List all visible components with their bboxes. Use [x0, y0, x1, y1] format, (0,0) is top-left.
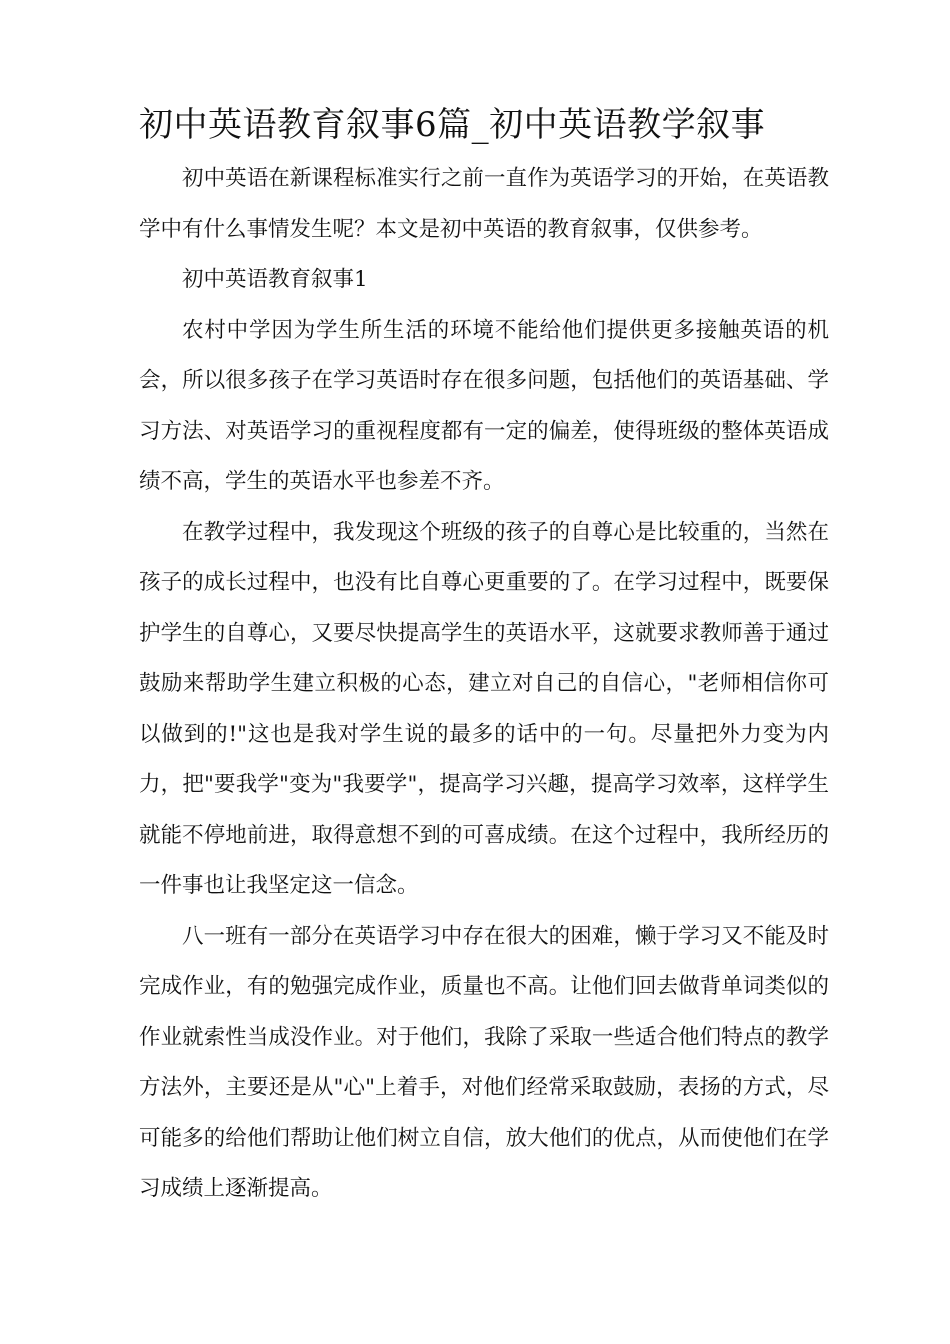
- document-title: 初中英语教育叙事6篇_初中英语教学叙事: [139, 105, 766, 145]
- body-paragraph: 农村中学因为学生所生活的环境不能给他们提供更多接触英语的机会，所以很多孩子在学习英语时存在很多问题，包括他们的英语基础、学习方法、对英语学习的重视程度都有一定的偏差，使得班级的整体英语成绩不高，学生的英语水平也参差不齐。: [139, 317, 829, 494]
- section-heading: 初中英语教育叙事1: [182, 267, 368, 292]
- document-page: [139, 98, 829, 1215]
- body-paragraph: 八一班有一部分在英语学习中存在很大的困难，懒于学习又不能及时完成作业，有的勉强完成作业，质量也不高。让他们回去做背单词类似的作业就索性当成没作业。对于他们，我除了采取一些适合他们特点的教学方法外，主要还是从"心"上着手，对他们经常采取鼓励，表扬的方式，尽可能多的给他们帮助让他们树立自信，放大他们的优点，从而使他们在学习成绩上逐渐提高。: [139, 923, 829, 1201]
- intro-paragraph: 初中英语在新课程标准实行之前一直作为英语学习的开始，在英语教学中有什么事情发生呢？本文是初中英语的教育叙事，仅供参考。: [139, 166, 829, 242]
- body-paragraph: 在教学过程中，我发现这个班级的孩子的自尊心是比较重的，当然在孩子的成长过程中，也没有比自尊心更重要的了。在学习过程中，既要保护学生的自尊心，又要尽快提高学生的英语水平，这就要求教师善于通过鼓励来帮助学生建立积极的心态，建立对自己的自信心，"老师相信你可以做到的!"这也是我对学生说的最多的话中的一句。尽量把外力变为内力，把"要我学"变为"我要学"，提高学习兴趣，提高学习效率，这样学生就能不停地前进，取得意想不到的可喜成绩。在这个过程中，我所经历的一件事也让我坚定这一信念。: [139, 519, 829, 898]
